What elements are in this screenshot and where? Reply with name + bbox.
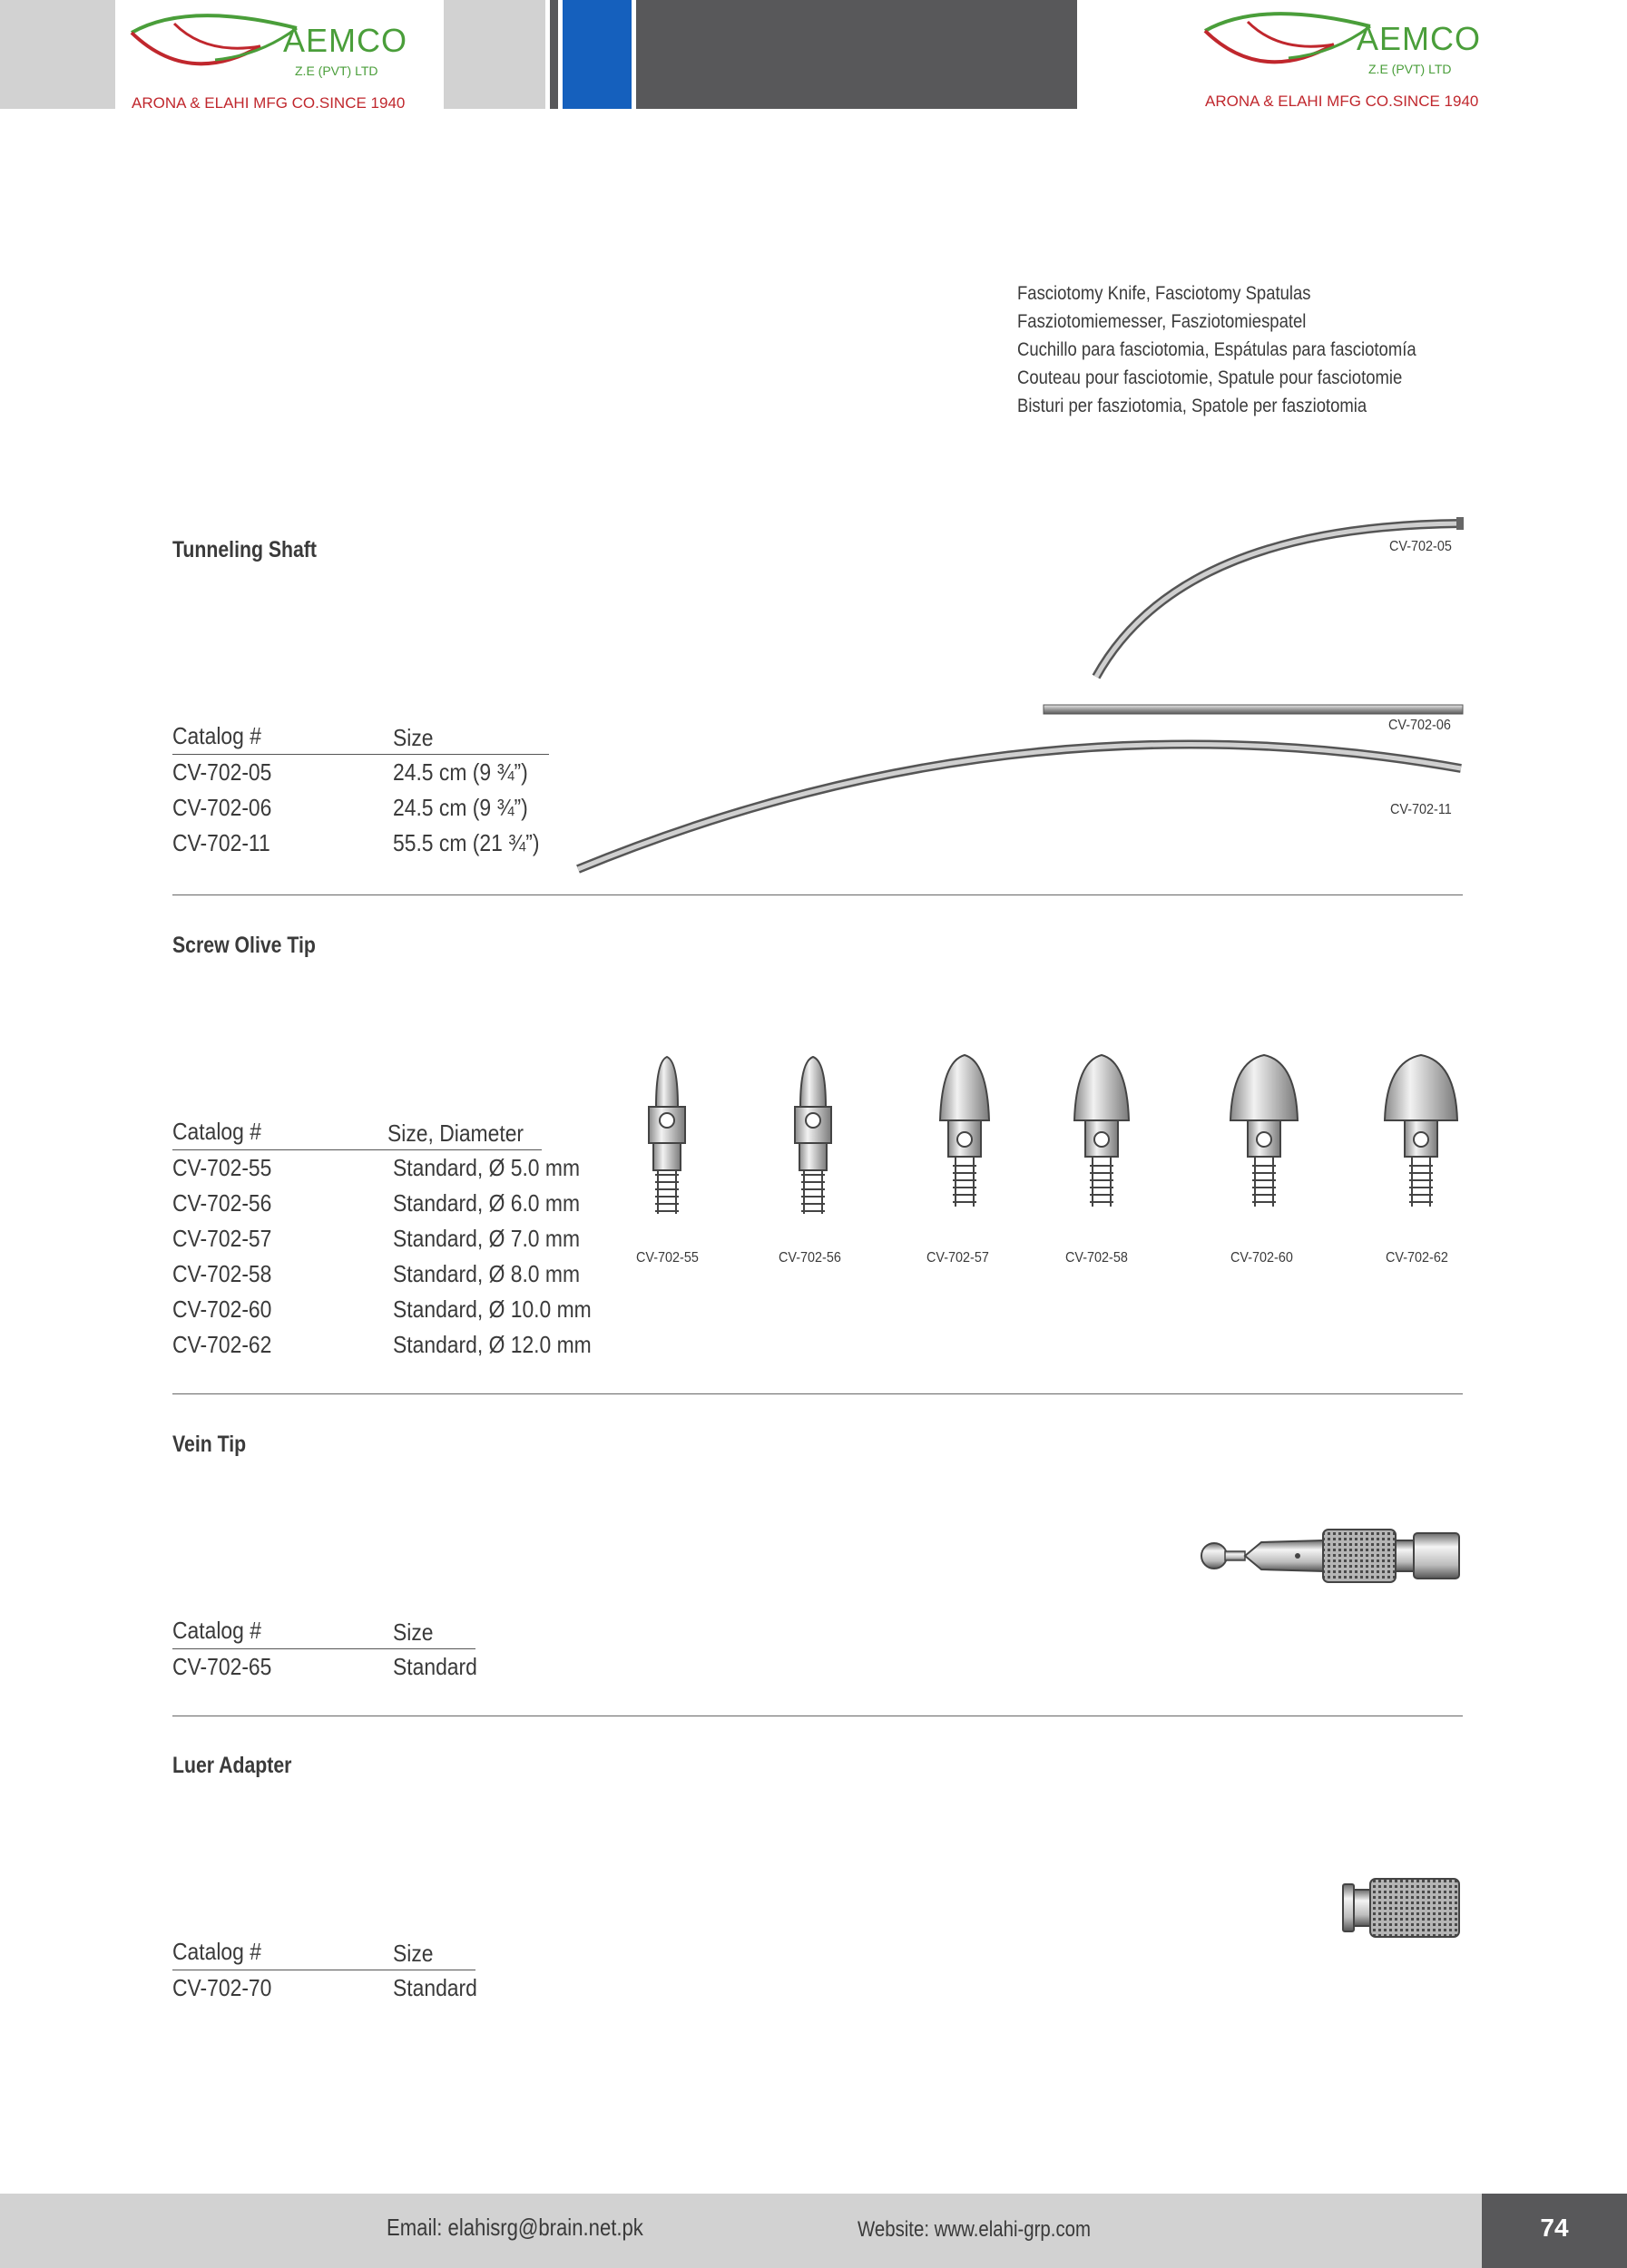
section-divider xyxy=(172,894,1463,895)
col-header-size: Size, Diameter xyxy=(387,1119,524,1147)
size-value: Standard, Ø 12.0 mm xyxy=(393,1331,592,1358)
size-value: Standard, Ø 6.0 mm xyxy=(393,1189,581,1217)
logo-tagline: ARONA & ELAHI MFG CO.SINCE 1940 xyxy=(132,94,406,112)
size-value: Standard xyxy=(393,1653,477,1680)
catalog-number: CV-702-57 xyxy=(172,1225,272,1252)
col-header-size: Size xyxy=(393,1618,434,1646)
table-row xyxy=(172,1221,619,1256)
header-bar-light-left xyxy=(0,0,115,109)
table-header xyxy=(172,719,549,755)
olive-tip-icon xyxy=(940,1055,989,1207)
logo-brand-text: AEMCO xyxy=(283,22,408,59)
size-value: Standard, Ø 8.0 mm xyxy=(393,1260,581,1287)
table-row xyxy=(172,1150,619,1186)
size-value: Standard, Ø 5.0 mm xyxy=(393,1154,581,1181)
title-line-de: Fasziotomiemesser, Fasziotomiespatel xyxy=(1017,311,1307,332)
header-bar-dark xyxy=(636,0,1077,109)
catalog-number: CV-702-06 xyxy=(172,794,272,821)
image-label: CV-702-05 xyxy=(1389,539,1452,554)
col-header-size: Size xyxy=(393,724,434,751)
header-bar-blue xyxy=(563,0,632,109)
leaf-logo-icon xyxy=(1198,4,1379,76)
olive-tip-icon xyxy=(1385,1055,1457,1207)
catalog-number: CV-702-62 xyxy=(172,1331,272,1358)
title-line-it: Bisturi per fasziotomia, Spatole per fasziotomia xyxy=(1017,396,1367,416)
section-title-luer-adapter: Luer Adapter xyxy=(172,1753,292,1778)
section-title-screw-olive-tip: Screw Olive Tip xyxy=(172,933,316,958)
logo-sub-text: Z.E (PVT) LTD xyxy=(1368,62,1452,76)
image-label: CV-702-60 xyxy=(1230,1250,1293,1266)
size-value: 24.5 cm (9 ¾”) xyxy=(393,794,528,821)
vein-tip-illustration xyxy=(1196,1515,1468,1597)
table-header xyxy=(172,1613,475,1649)
header-bar-dark-thin xyxy=(550,0,558,109)
catalog-number: CV-702-56 xyxy=(172,1189,272,1217)
col-header-size: Size xyxy=(393,1940,434,1967)
size-value: 24.5 cm (9 ¾”) xyxy=(393,758,528,786)
table-header xyxy=(172,1934,475,1970)
table-row xyxy=(172,1970,489,2006)
image-label: CV-702-06 xyxy=(1388,718,1451,733)
image-label: CV-702-62 xyxy=(1386,1250,1448,1266)
screw-olive-tip-table xyxy=(172,1114,619,1363)
size-value: Standard, Ø 7.0 mm xyxy=(393,1225,581,1252)
olive-tip-icon xyxy=(649,1057,685,1214)
table-row xyxy=(172,1327,619,1363)
table-row xyxy=(172,826,560,861)
company-logo-left xyxy=(115,0,424,112)
col-header-catalog: Catalog # xyxy=(172,1617,261,1644)
section-title-tunneling-shaft: Tunneling Shaft xyxy=(172,537,317,562)
screw-olive-tip-illustrations xyxy=(626,1052,1470,1243)
catalog-number: CV-702-65 xyxy=(172,1653,272,1680)
table-row xyxy=(172,755,560,790)
page-number: 74 xyxy=(1540,2214,1569,2242)
catalog-number: CV-702-11 xyxy=(172,829,270,856)
image-label: CV-702-55 xyxy=(636,1250,699,1266)
leaf-logo-icon xyxy=(124,5,306,78)
table-row xyxy=(172,790,560,826)
title-line-en: Fasciotomy Knife, Fasciotomy Spatulas xyxy=(1017,283,1311,304)
table-row xyxy=(172,1186,619,1221)
image-label: CV-702-57 xyxy=(926,1250,989,1266)
tunneling-shaft-illustration xyxy=(563,508,1470,889)
table-row xyxy=(172,1292,619,1327)
vein-tip-table xyxy=(172,1613,489,1685)
table-header xyxy=(172,1114,542,1150)
footer-website[interactable]: Website: www.elahi-grp.com xyxy=(858,2217,1091,2242)
product-title-multilingual xyxy=(1017,279,1416,420)
col-header-catalog: Catalog # xyxy=(172,1938,261,1965)
logo-sub-text: Z.E (PVT) LTD xyxy=(295,64,378,78)
logo-tagline: ARONA & ELAHI MFG CO.SINCE 1940 xyxy=(1205,93,1479,110)
header-bar-light-mid xyxy=(444,0,545,109)
catalog-number: CV-702-60 xyxy=(172,1295,272,1323)
olive-tip-icon xyxy=(1230,1055,1298,1207)
luer-adapter-table xyxy=(172,1934,489,2006)
catalog-number: CV-702-05 xyxy=(172,758,272,786)
size-value: Standard, Ø 10.0 mm xyxy=(393,1295,592,1323)
page-number-box xyxy=(1482,2194,1627,2268)
col-header-catalog: Catalog # xyxy=(172,722,261,749)
table-row xyxy=(172,1649,489,1685)
section-title-vein-tip: Vein Tip xyxy=(172,1432,247,1457)
size-value: 55.5 cm (21 ¾”) xyxy=(393,829,540,856)
logo-brand-text: AEMCO xyxy=(1357,20,1482,57)
col-header-catalog: Catalog # xyxy=(172,1118,261,1145)
catalog-number: CV-702-70 xyxy=(172,1974,272,2001)
catalog-number: CV-702-58 xyxy=(172,1260,272,1287)
image-label: CV-702-56 xyxy=(779,1250,841,1266)
title-line-fr: Couteau pour fasciotomie, Spatule pour fasciotomie xyxy=(1017,367,1403,388)
section-divider xyxy=(172,1393,1463,1394)
olive-tip-icon xyxy=(1074,1055,1129,1207)
table-row xyxy=(172,1256,619,1292)
luer-adapter-illustration xyxy=(1339,1873,1466,1941)
image-label: CV-702-58 xyxy=(1065,1250,1128,1266)
image-label: CV-702-11 xyxy=(1390,802,1452,817)
title-line-es: Cuchillo para fasciotomia, Espátulas para fasciotomía xyxy=(1017,339,1416,360)
size-value: Standard xyxy=(393,1974,477,2001)
footer-email[interactable]: Email: elahisrg@brain.net.pk xyxy=(387,2214,643,2241)
tunneling-shaft-table xyxy=(172,719,560,861)
company-logo-right xyxy=(1189,0,1497,110)
catalog-number: CV-702-55 xyxy=(172,1154,272,1181)
olive-tip-icon xyxy=(795,1057,831,1214)
page-footer xyxy=(0,2194,1627,2268)
